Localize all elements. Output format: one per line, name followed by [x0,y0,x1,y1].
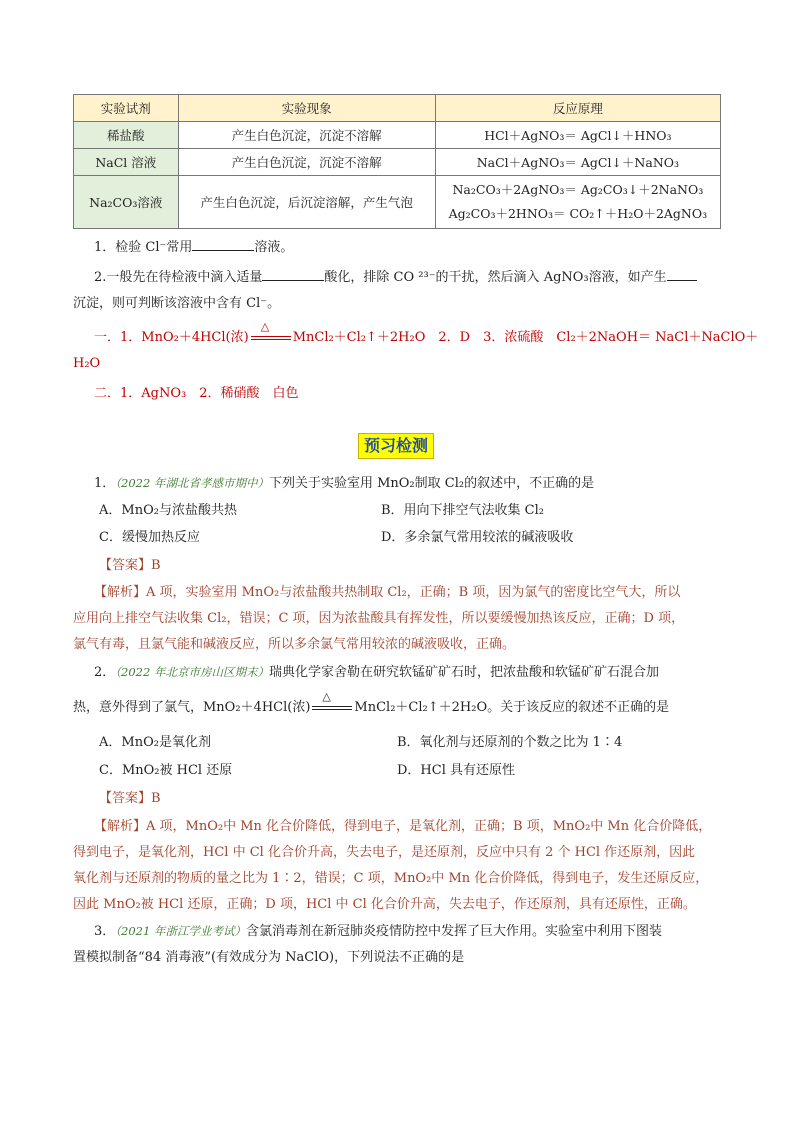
header-phenomenon: 实验现象 [178,95,435,122]
heating-condition-sign [310,690,354,715]
header-reagent: 实验试剂 [74,95,179,122]
principle-line-1: Na₂CO₃＋2AgNO₃＝ Ag₂CO₃↓＋2NaNO₃ [452,182,704,197]
question-number: 1． [94,476,116,491]
source-tag: （2022 年北京市房山区期末） [115,665,269,679]
question-1-stem [94,472,594,491]
principle-line-2: Ag₂CO₃＋2HNO₃＝ CO₂↑＋H₂O＋2AgNO₃ [448,206,708,221]
cell-principle: NaCl＋AgNO₃＝ AgCl↓＋NaNO₃ [435,149,720,176]
fill-q2-text-b: 酸化，排除 CO ²³⁻的干扰，然后滴入 AgNO₃溶液，如产生 [324,270,667,285]
question-text: 下列关于实验室用 MnO₂制取 Cl₂的叙述中，不正确的是 [268,476,595,491]
fill-q1-text: 1．检验 Cl⁻常用 [94,240,193,255]
cell-phenomenon: 产生白色沉淀，沉淀不溶解 [178,149,435,176]
table-header-row [74,95,721,122]
cell-reagent: 稀盐酸 [74,122,179,149]
option-a[interactable]: A．MnO₂与浓盐酸共热 [99,503,237,518]
analysis-line: 应用向上排空气法收集 Cl₂，错误；C 项，因为浓盐酸具有挥发性，所以要缓慢加热该反应，正确；D 项， [73,611,685,626]
option-b[interactable]: B．用向下排空气法收集 Cl₂ [381,503,545,518]
analysis-line [94,815,711,834]
question-text: 瑞典化学家舍勒在研究软锰矿矿石时，把浓盐酸和软锰矿矿石混合加 [268,665,659,680]
answer-label: 【答案】B [99,558,161,573]
cell-phenomenon: 产生白色沉淀，沉淀不溶解 [178,122,435,149]
table-row [74,149,721,176]
question-3-stem [94,920,662,939]
table-row [74,176,721,229]
question-number: 3． [94,924,116,939]
question-text: MnCl₂＋Cl₂↑＋2H₂O。关于该反应的叙述不正确的是 [354,700,670,715]
answer-line-2: H₂O [73,356,101,371]
analysis-line [94,581,680,600]
question-3-stem-cont: 置模拟制备“84 消毒液”(有效成分为 NaClO)，下列说法不正确的是 [73,950,465,965]
answer-line-3: 二．1．AgNO₃ 2．稀硝酸 白色 [94,386,299,401]
fill-q2-text-a: 2.一般先在待检液中滴入适量 [94,270,263,285]
cell-phenomenon: 产生白色沉淀，后沉淀溶解，产生气泡 [178,176,435,229]
answer-line-1 [94,320,759,345]
cell-reagent: NaCl 溶液 [74,149,179,176]
answer-equation-left: 一．1．MnO₂＋4HCl(浓) [94,330,249,345]
table-row [74,122,721,149]
question-2-stem [94,661,659,680]
option-a[interactable]: A．MnO₂是氧化剂 [99,735,211,750]
analysis-text: A 项，MnO₂中 Mn 化合价降低，得到电子，是氧化剂，正确；B 项，MnO₂中 Mn 化合价降低， [146,819,712,834]
question-text: 热，意外得到了氯气，MnO₂＋4HCl(浓) [73,700,311,715]
answer-blank[interactable] [667,268,697,281]
fill-question-2-cont: 沉淀，则可判断该溶液中含有 Cl⁻。 [73,296,281,311]
fill-question-1 [94,236,293,255]
heating-condition-sign [249,320,293,345]
answer-label: 【答案】B [99,791,161,806]
option-d[interactable]: D．HCl 具有还原性 [397,763,515,778]
analysis-label: 【解析】 [94,819,147,834]
source-tag: （2021 年浙江学业考试） [115,924,246,938]
cell-principle: HCl＋AgNO₃＝ AgCl↓＋HNO₃ [435,122,720,149]
header-principle: 反应原理 [435,95,720,122]
question-2-stem-cont [73,690,670,715]
section-title [358,433,434,459]
analysis-line: 氯气有毒，且氯气能和碱液反应，所以多余氯气常用较浓的碱液吸收，正确。 [73,637,516,652]
option-d[interactable]: D．多余氯气常用较浓的碱液吸收 [381,530,574,545]
question-text: 含氯消毒剂在新冠肺炎疫情防控中发挥了巨大作用。实验室中利用下图装 [245,924,662,939]
question-number: 2． [94,665,116,680]
analysis-text: A 项，实验室用 MnO₂与浓盐酸共热制取 Cl₂，正确；B 项，因为氯气的密度比空气大，所以 [146,585,681,600]
answer-blank[interactable] [262,268,324,281]
delta-icon: △ [322,690,331,703]
option-c[interactable]: C．缓慢加热反应 [99,530,200,545]
source-tag: （2022 年湖北省孝感市期中） [115,476,269,490]
section-title-text: 预习检测 [363,436,428,455]
analysis-line: 得到电子，是氧化剂，HCl 中 Cl 化合价升高，失去电子，是还原剂，反应中只有 2 个 HCl 作还原剂，因此 [73,845,696,860]
option-c[interactable]: C．MnO₂被 HCl 还原 [99,763,233,778]
answer-blank[interactable] [192,238,254,251]
cell-principle [435,176,720,229]
fill-question-2 [94,266,697,285]
delta-icon: △ [260,320,270,333]
fill-q1-suffix: 溶液。 [254,240,294,255]
cell-reagent: Na₂CO₃溶液 [74,176,179,229]
analysis-line: 氧化剂与还原剂的物质的量之比为 1∶2，错误；C 项，MnO₂中 Mn 化合价降低，得到电子，发生还原反应， [73,871,709,886]
analysis-line: 因此 MnO₂被 HCl 还原，正确；D 项，HCl 中 Cl 化合价升高，失去电子，作还原剂，具有还原性，正确。 [73,897,696,912]
option-b[interactable]: B．氧化剂与还原剂的个数之比为 1∶4 [397,735,623,750]
answer-equation-right: MnCl₂＋Cl₂↑＋2H₂O 2．D 3．浓硫酸 Cl₂＋2NaOH＝ NaCl＋NaClO＋ [292,330,759,345]
reagent-table [73,94,721,229]
analysis-label: 【解析】 [94,585,147,600]
